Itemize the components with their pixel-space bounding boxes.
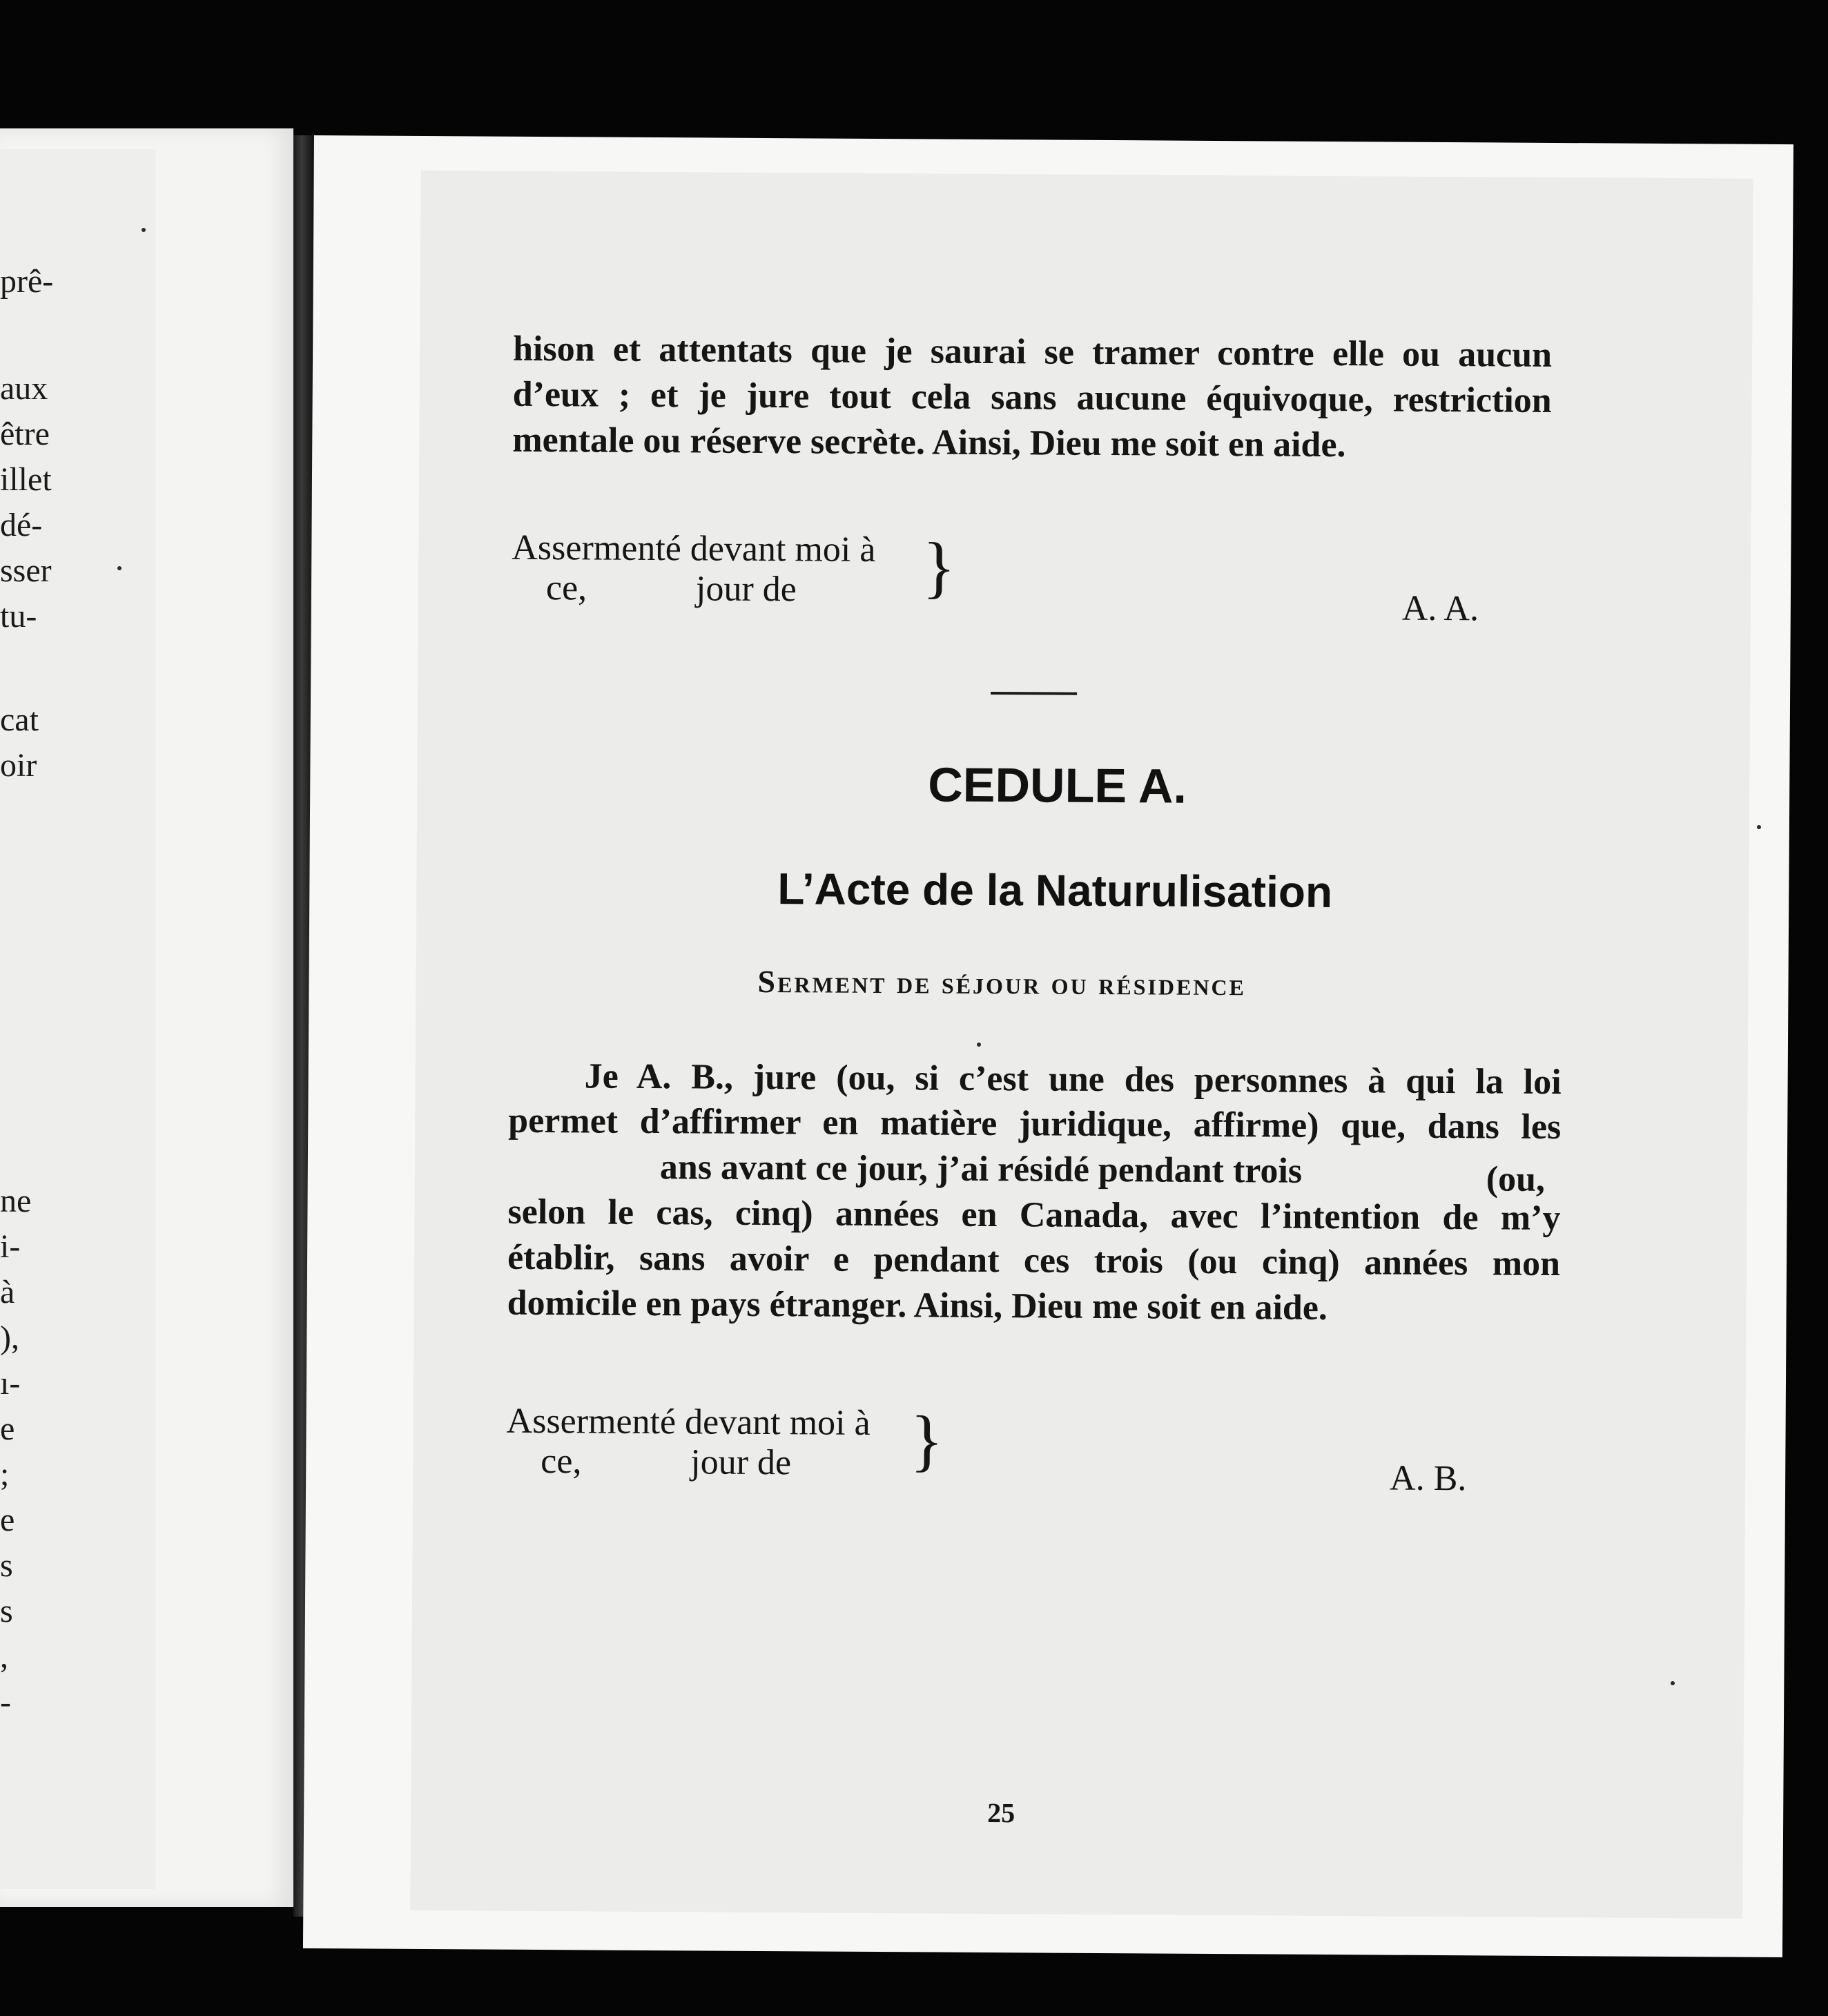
left-text-fragment: ne — [0, 1183, 32, 1219]
left-text-fragment: e — [0, 1411, 15, 1447]
paragraph-line: hison et attentats que je saurai se tramer contre elle ou aucun — [512, 329, 1553, 375]
page-number: 25 — [987, 1797, 1015, 1829]
paragraph-line: selon le cas, cinq) années en Canada, avec l’intention de m’y — [507, 1192, 1561, 1239]
left-text-fragment: tu- — [0, 598, 37, 634]
brace-symbol: } — [910, 1402, 944, 1479]
signature-aa: A. A. — [1401, 588, 1479, 629]
paragraph-line: permet d’affirmer en matière juridique, affirme) que, dans les — [508, 1101, 1562, 1147]
paragraph-line: domicile en pays étranger. Ainsi, Dieu me soit en aide. — [507, 1283, 1328, 1328]
scan-speck — [977, 1043, 981, 1047]
left-text-fragment: être — [0, 416, 50, 452]
left-text-fragment: , — [0, 1638, 8, 1675]
left-text-fragment: i- — [0, 1228, 21, 1265]
scan-speck — [1671, 1681, 1675, 1685]
brace-symbol: } — [922, 528, 956, 605]
attestation-jour-de-label: jour de — [690, 1442, 792, 1483]
left-text-fragment: sser — [0, 552, 52, 589]
paragraph-oath-continuation — [421, 171, 1753, 465]
paragraph-line: d’eux ; et je jure tout cela sans aucune équivoque, restriction — [512, 374, 1552, 420]
scan-speck — [142, 228, 146, 232]
scan-speck — [117, 566, 121, 570]
paragraph-line: (ou, — [1486, 1159, 1546, 1199]
right-page — [303, 135, 1793, 1957]
left-text-fragment: s — [0, 1547, 13, 1584]
right-page-print-area — [410, 171, 1753, 1919]
attestation-sworn-line: Assermenté devant moi à — [506, 1401, 871, 1443]
left-text-fragment: ), — [0, 1319, 19, 1356]
paragraph-line: établir, sans avoir e pendant ces trois (ou cinq) années mon — [507, 1237, 1561, 1284]
left-facing-page — [0, 128, 293, 1907]
section-divider — [991, 692, 1077, 695]
left-text-fragment: s — [0, 1593, 13, 1629]
signature-ab: A. B. — [1389, 1458, 1467, 1499]
left-text-fragment: aux — [0, 370, 48, 407]
paragraph-line: ans avant ce jour, j’ai résidé pendant trois — [659, 1147, 1303, 1191]
left-text-fragment: ; — [0, 1456, 10, 1493]
left-text-fragment: à — [0, 1274, 15, 1310]
paragraph-line: mentale ou réserve secrète. Ainsi, Dieu me soit en aide. — [512, 420, 1346, 465]
attestation-ce-label: ce, — [545, 568, 587, 608]
scan-speck — [1757, 825, 1761, 829]
left-text-fragment: cat — [0, 701, 39, 738]
left-text-fragment: prê- — [0, 263, 54, 300]
schedule-title: CEDULE A. — [928, 757, 1187, 813]
act-title: L’Acte de la Naturulisation — [777, 864, 1333, 918]
attestation-sworn-line: Assermenté devant moi à — [512, 527, 876, 570]
left-text-fragment: e — [0, 1502, 15, 1538]
left-text-fragment: dé- — [0, 507, 43, 543]
left-text-fragment: illet — [0, 461, 52, 498]
attestation-ce-label: ce, — [541, 1442, 582, 1482]
oath-title: Serment de séjour ou résidence — [757, 963, 1247, 1002]
left-text-fragment: ı- — [0, 1365, 21, 1402]
attestation-jour-de-label: jour de — [695, 569, 797, 610]
paragraph-line: Je A. B., jure (ou, si c’est une des personnes à qui la loi — [584, 1056, 1562, 1103]
left-text-fragment: oir — [0, 747, 37, 784]
left-text-fragment: - — [0, 1684, 11, 1721]
left-page-print-area — [0, 149, 155, 1889]
